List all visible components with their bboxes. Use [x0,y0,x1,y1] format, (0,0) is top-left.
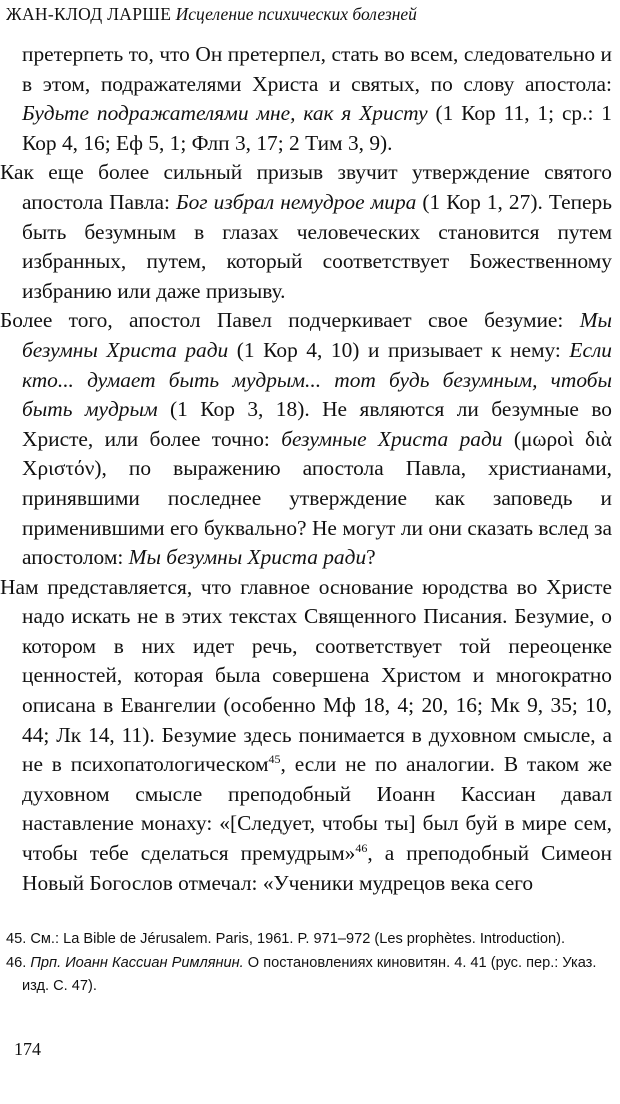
paragraph [0,40,612,158]
text-run: (μωροὶ διὰ Χριστόν), по выражению апостола Павла, христианами, принявшими последнее утверждение как заповедь и применившими его буквально? Не могут ли они сказать вслед за апостолом: [22,426,612,570]
footnote-author: Прп. Иоанн Кассиан Римлянин. [30,954,244,971]
italic-quote: Мы безумны Христа ради [22,308,612,362]
italic-quote: Бог избрал немудрое мира [175,189,417,214]
footnote-46 [6,952,612,999]
text-run: ? [366,545,376,570]
footnote-ref: 45 [268,752,281,767]
footnotes [6,928,612,999]
footnote-45 [6,928,612,952]
italic-quote: Если кто... думает быть мудрым... тот будь безумным, чтобы быть мудрым [22,337,612,422]
text-run: , а преподобный Симеон Новый Богослов отмечал: «Ученики мудрецов века сего [22,841,612,895]
header-title: Исцеление психических болезней [175,4,417,24]
text-run: (1 Кор 3, 18). Не являются ли безумные во Христе, или более точно: [22,397,612,451]
paragraph [0,158,612,306]
text-run: Как еще более сильный призыв звучит утверждение святого апостола Павла: [0,160,612,214]
footnote-number: 46. [6,954,27,971]
text-run: (1 Кор 4, 10) и призывает к нему: [228,337,570,362]
header-author: ЖАН-КЛОД ЛАРШЕ [6,4,172,24]
page-number: 174 [14,1039,41,1059]
italic-quote: безумные Христа ради [281,426,503,451]
text-run: , если не по аналогии. В таком же духовном смысле преподобный Иоанн Кассиан давал наставление монаху: «[Следует, чтобы ты] был буй в мире сем, чтобы тебе сделаться премудрым» [22,752,612,866]
paragraph [0,306,612,572]
text-run: Нам представляется, что главное основание юродства во Христе надо искать не в этих текстах Священного Писания. Безумие, о котором в них идет речь, соответствует той переоценке ценностей, которая была совершена Христом и многократно описана в Евангелии (особенно Мф 18, 4; 20, 16; Мк 9, 35; 10, 44; Лк 14, 11). Безумие здесь понимается в духовном смысле, а не в психопатологическом [0,574,612,777]
paragraph [0,573,612,899]
footnote-ref: 46 [355,841,368,856]
footnote-text: О постановлениях киновитян. 4. 41 (рус. пер.: Указ. изд. С. 47). [22,954,597,994]
italic-quote: Будьте подражателями мне, как я Христу [22,101,428,126]
text-run: (1 Кор 1, 27). Теперь быть безумным в глазах человеческих становится путем избранных, путем, который соответствует Божественному избранию или даже призыву. [22,189,612,303]
text-run: Более того, апостол Павел подчеркивает свое безумие: [0,308,580,333]
footnote-text: См.: La Bible de Jérusalem. Paris, 1961. P. 971–972 (Les prophètes. Introduction). [30,931,566,947]
text-run: претерпеть то, что Он претерпел, стать во всем, следовательно и в этом, подражателями Христа и святых, по слову апостола: [22,42,612,96]
running-header [6,2,614,26]
footnote-number: 45. [6,931,27,947]
text-run: (1 Кор 11, 1; ср.: 1 Кор 4, 16; Еф 5, 1; Флп 3, 17; 2 Тим 3, 9). [22,101,612,155]
main-text [0,40,612,898]
italic-quote: Мы безумны Христа ради [128,545,367,570]
